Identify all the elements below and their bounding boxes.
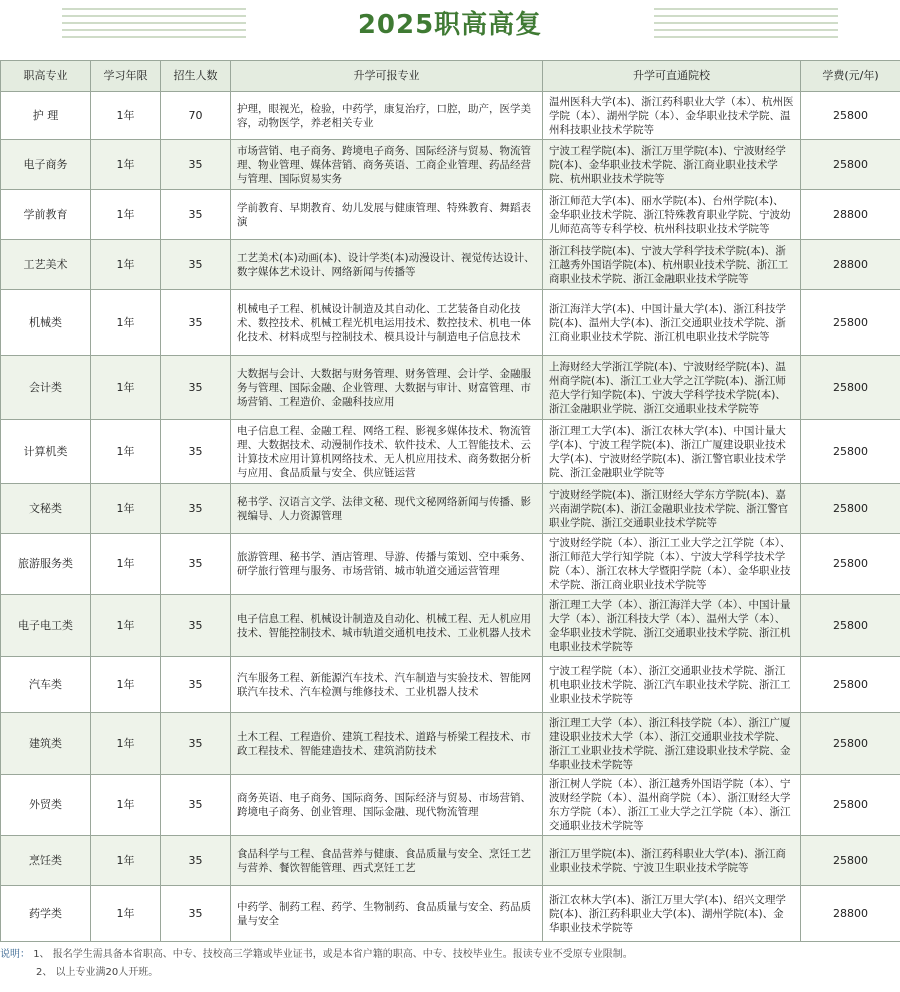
cell-years: 1年: [91, 534, 161, 595]
cell-apply-majors: 护理，眼视光，检验，中药学，康复治疗，口腔，助产，医学美容，动物医学，养老相关专业: [231, 92, 543, 140]
table-row: [1, 140, 900, 190]
cell-major: 烹饪类: [1, 836, 91, 886]
cell-years: 1年: [91, 836, 161, 886]
cell-major: 工艺美术: [1, 240, 91, 290]
table-row: [1, 92, 900, 140]
note-label: 说明：: [0, 949, 30, 960]
cell-apply-majors: 汽车服务工程、新能源汽车技术、汽车制造与实验技术、智能网联汽车技术、汽车检测与维修技术、工业机器人技术: [231, 657, 543, 713]
cell-major: 计算机类: [1, 420, 91, 484]
cell-count: 35: [161, 775, 231, 836]
cell-apply-majors: 电子信息工程、机械设计制造及自动化、机械工程、无人机应用技术、智能控制技术、城市轨道交通机电技术、工业机器人技术: [231, 595, 543, 657]
cell-apply-majors: 旅游管理、秘书学、酒店管理、导游、传播与策划、空中乘务、研学旅行管理与服务、市场营销、城市轨道交通运营管理: [231, 534, 543, 595]
cell-major: 机械类: [1, 290, 91, 356]
cell-schools: 上海财经大学浙江学院(本)、宁波财经学院(本)、温州商学院(本)、浙江工业大学之江学院(本)、浙江师范大学行知学院(本)、宁波大学科学技术学院(本)、浙江金融职业学院、浙江交通职业技术学院等: [543, 356, 801, 420]
table-row: [1, 534, 900, 595]
cell-major: 药学类: [1, 886, 91, 942]
cell-schools: 浙江农林大学(本)、浙江万里大学(本)、绍兴文理学院(本)、浙江药科职业大学(本)、湖州学院(本)、金华职业技术学院等: [543, 886, 801, 942]
cell-major: 文秘类: [1, 484, 91, 534]
cell-years: 1年: [91, 240, 161, 290]
cell-years: 1年: [91, 290, 161, 356]
cell-fee: 28800: [801, 240, 900, 290]
header-count: 招生人数: [161, 61, 231, 92]
cell-fee: 25800: [801, 140, 900, 190]
cell-apply-majors: 大数据与会计、大数据与财务管理、财务管理、会计学、金融服务与管理、国际金融、企业管理、大数据与审计、财富管理、市场营销、工程造价、金融科技应用: [231, 356, 543, 420]
note-text-2: 2、 以上专业满20人开班。: [36, 967, 159, 978]
cell-fee: 25800: [801, 775, 900, 836]
cell-fee: 25800: [801, 836, 900, 886]
page-title: 2025职高高复: [357, 10, 543, 40]
cell-years: 1年: [91, 595, 161, 657]
cell-apply-majors: 商务英语、电子商务、国际商务、国际经济与贸易、市场营销、跨境电子商务、创业管理、国际金融、现代物流管理: [231, 775, 543, 836]
cell-years: 1年: [91, 657, 161, 713]
header-years: 学习年限: [91, 61, 161, 92]
cell-schools: 浙江海洋大学(本)、中国计量大学(本)、浙江科技学院(本)、温州大学(本)、浙江交通职业技术学院、浙江商业职业技术学院、浙江机电职业技术学院等: [543, 290, 801, 356]
cell-count: 35: [161, 240, 231, 290]
cell-fee: 25800: [801, 534, 900, 595]
cell-schools: 浙江科技学院(本)、宁波大学科学技术学院(本)、浙江越秀外国语学院(本)、杭州职业技术学院、浙江工商职业技术学院、浙江金融职业技术学院等: [543, 240, 801, 290]
cell-years: 1年: [91, 484, 161, 534]
cell-major: 汽车类: [1, 657, 91, 713]
cell-major: 电子商务: [1, 140, 91, 190]
table-header-row: [1, 61, 900, 92]
cell-apply-majors: 食品科学与工程、食品营养与健康、食品质量与安全、烹饪工艺与营养、餐饮智能管理、西式烹饪工艺: [231, 836, 543, 886]
cell-apply-majors: 土木工程、工程造价、建筑工程技术、道路与桥梁工程技术、市政工程技术、智能建造技术、建筑消防技术: [231, 713, 543, 775]
cell-apply-majors: 电子信息工程、金融工程、网络工程、影视多媒体技术、物流管理、大数据技术、动漫制作技术、软件技术、人工智能技术、云计算技术应用计算机网络技术、无人机应用技术、商务数据分析与应用、食品质量与安全、供应链运营: [231, 420, 543, 484]
cell-count: 70: [161, 92, 231, 140]
cell-fee: 25800: [801, 657, 900, 713]
cell-years: 1年: [91, 713, 161, 775]
cell-count: 35: [161, 140, 231, 190]
cell-fee: 25800: [801, 713, 900, 775]
cell-apply-majors: 秘书学、汉语言文学、法律文秘、现代文秘网络新闻与传播、影视编导、人力资源管理: [231, 484, 543, 534]
cell-years: 1年: [91, 356, 161, 420]
note-line-2: [0, 964, 900, 982]
cell-count: 35: [161, 657, 231, 713]
cell-major: 建筑类: [1, 713, 91, 775]
enrollment-table: [0, 60, 900, 942]
cell-schools: 宁波工程学院（本）、浙江交通职业技术学院、浙江机电职业技术学院、浙江汽车职业技术学院、浙江工业职业技术学院等: [543, 657, 801, 713]
table-row: [1, 713, 900, 775]
header-major: 职高专业: [1, 61, 91, 92]
cell-years: 1年: [91, 886, 161, 942]
cell-years: 1年: [91, 420, 161, 484]
cell-count: 35: [161, 713, 231, 775]
cell-count: 35: [161, 836, 231, 886]
cell-count: 35: [161, 484, 231, 534]
cell-apply-majors: 工艺美术(本)动画(本)、设计学类(本)动漫设计、视觉传达设计、数字媒体艺术设计、网络新闻与传播等: [231, 240, 543, 290]
cell-schools: 宁波财经学院(本)、浙江财经大学东方学院(本)、嘉兴南湖学院(本)、浙江金融职业技术学院、浙江警官职业学院、浙江交通职业技术学院等: [543, 484, 801, 534]
cell-schools: 宁波工程学院(本)、浙江万里学院(本)、宁波财经学院(本)、金华职业技术学院、浙江商业职业技术学院、杭州职业技术学院等: [543, 140, 801, 190]
table-row: [1, 836, 900, 886]
cell-schools: 浙江万里学院(本)、浙江药科职业大学(本)、浙江商业职业技术学院、宁波卫生职业技术学院等: [543, 836, 801, 886]
cell-major: 电子电工类: [1, 595, 91, 657]
cell-major: 旅游服务类: [1, 534, 91, 595]
cell-years: 1年: [91, 775, 161, 836]
cell-fee: 25800: [801, 356, 900, 420]
cell-major: 护 理: [1, 92, 91, 140]
cell-schools: 温州医科大学(本)、浙江药科职业大学（本）、杭州医学院（本）、湖州学院（本）、金华职业技术学院、温州科技职业技术学院等: [543, 92, 801, 140]
cell-major: 会计类: [1, 356, 91, 420]
cell-count: 35: [161, 420, 231, 484]
cell-apply-majors: 中药学、制药工程、药学、生物制药、食品质量与安全、药品质量与安全: [231, 886, 543, 942]
header-apply-majors: 升学可报专业: [231, 61, 543, 92]
table-row: [1, 356, 900, 420]
cell-major: 学前教育: [1, 190, 91, 240]
table-row: [1, 190, 900, 240]
cell-apply-majors: 机械电子工程、机械设计制造及其自动化、工艺装备自动化技术、数控技术、机械工程光机电运用技术、数控技术、机电一体化技术、材料成型与控制技术、模具设计与制造电子信息技术: [231, 290, 543, 356]
cell-schools: 浙江师范大学(本)、丽水学院(本)、台州学院(本)、金华职业技术学院、浙江特殊教育职业学院、宁波幼儿师范高等专科学校、杭州科技职业技术学院等: [543, 190, 801, 240]
table-row: [1, 886, 900, 942]
table-row: [1, 290, 900, 356]
cell-schools: 宁波财经学院（本）、浙江工业大学之江学院（本）、浙江师范大学行知学院（本）、宁波大学科学技术学院（本）、浙江农林大学暨阳学院（本）、金华职业技术学院、浙江商业职业技术学院等: [543, 534, 801, 595]
cell-count: 35: [161, 886, 231, 942]
cell-schools: 浙江理工大学（本）、浙江科技学院（本）、浙江广厦建设职业技术大学（本）、浙江交通职业技术学院、浙江工业职业技术学院、浙江建设职业技术学院、金华职业技术学院等: [543, 713, 801, 775]
cell-count: 35: [161, 595, 231, 657]
cell-fee: 28800: [801, 190, 900, 240]
cell-fee: 25800: [801, 290, 900, 356]
cell-schools: 浙江理工大学(本)、浙江农林大学(本)、中国计量大学(本)、宁波工程学院(本)、浙江广厦建设职业技术大学(本)、宁波财经学院(本)、浙江警官职业技术学院、浙江金融职业学院等: [543, 420, 801, 484]
cell-schools: 浙江树人学院（本）、浙江越秀外国语学院（本）、宁波财经学院（本）、温州商学院（本）、浙江财经大学东方学院（本）、浙江工业大学之江学院（本）、浙江交通职业技术学院等: [543, 775, 801, 836]
cell-apply-majors: 市场营销、电子商务、跨境电子商务、国际经济与贸易、物流管理、物业管理、媒体营销、商务英语、工商企业管理、药品经营与管理、国际贸易实务: [231, 140, 543, 190]
cell-years: 1年: [91, 140, 161, 190]
cell-fee: 25800: [801, 92, 900, 140]
cell-fee: 25800: [801, 420, 900, 484]
table-row: [1, 595, 900, 657]
cell-years: 1年: [91, 92, 161, 140]
table-row: [1, 240, 900, 290]
cell-fee: 25800: [801, 595, 900, 657]
table-row: [1, 657, 900, 713]
note-line-1: [0, 946, 900, 964]
header-fee: 学费(元/年): [801, 61, 900, 92]
cell-apply-majors: 学前教育、早期教育、幼儿发展与健康管理、特殊教育、舞蹈表演: [231, 190, 543, 240]
cell-schools: 浙江理工大学（本）、浙江海洋大学（本）、中国计量大学（本）、浙江科技大学（本）、温州大学（本）、金华职业技术学院、浙江交通职业技术学院、浙江机电职业技术学院等: [543, 595, 801, 657]
table-row: [1, 420, 900, 484]
cell-major: 外贸类: [1, 775, 91, 836]
cell-count: 35: [161, 190, 231, 240]
table-row: [1, 775, 900, 836]
header-schools: 升学可直通院校: [543, 61, 801, 92]
table-row: [1, 484, 900, 534]
cell-count: 35: [161, 290, 231, 356]
cell-years: 1年: [91, 190, 161, 240]
note-text-1: 1、 报名学生需具备本省职高、中专、技校高三学籍或毕业证书，或是本省户籍的职高、中专、技校毕业生。报读专业不受原专业限制。: [33, 949, 633, 960]
cell-count: 35: [161, 356, 231, 420]
cell-fee: 28800: [801, 886, 900, 942]
cell-fee: 25800: [801, 484, 900, 534]
notes-section: [0, 946, 900, 982]
cell-count: 35: [161, 534, 231, 595]
title-bar: [0, 0, 900, 50]
